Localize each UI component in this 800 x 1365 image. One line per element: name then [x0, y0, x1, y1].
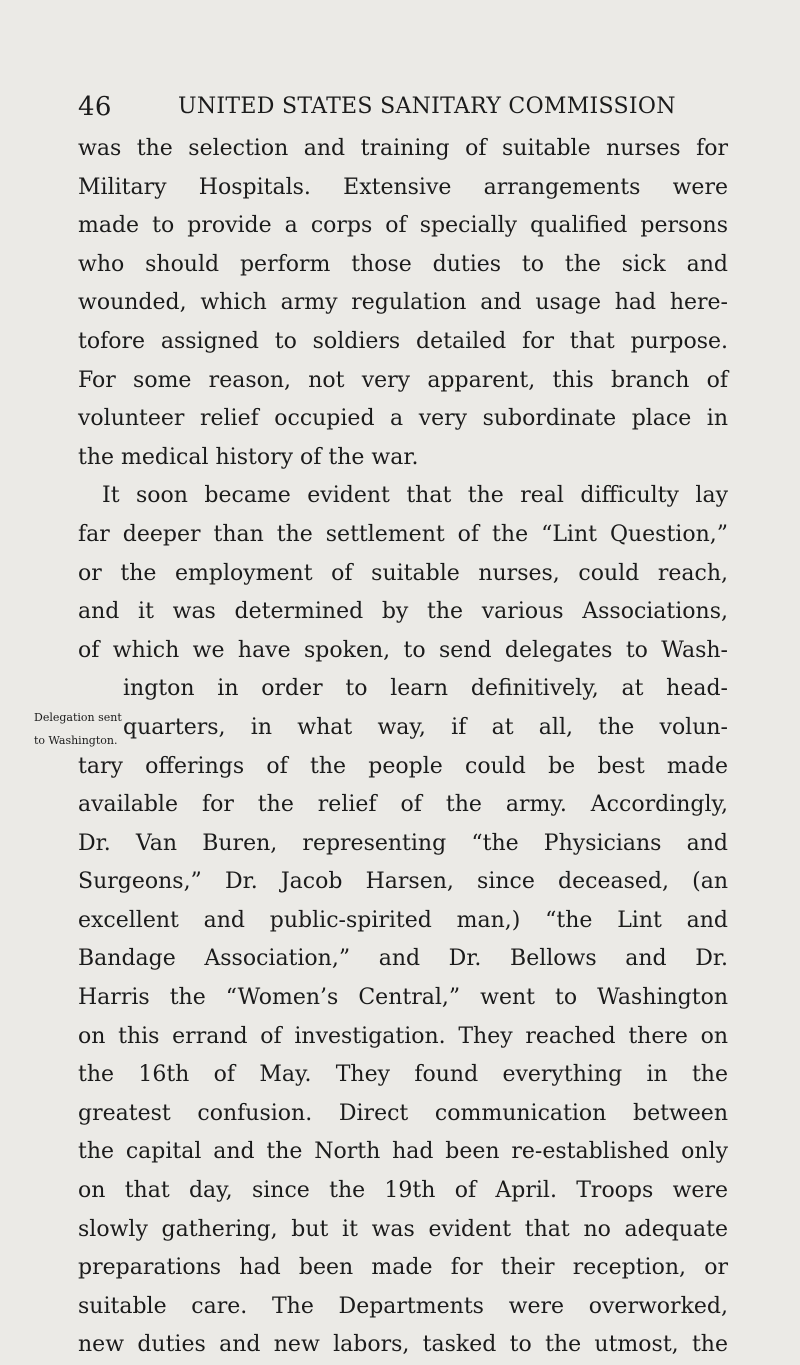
text-line: volunteer relief occupied a very subordinate place in	[78, 406, 728, 432]
text-line: was the selection and training of suitable nurses for	[78, 136, 728, 161]
text-line: ington in order to learn definitively, at head-	[123, 676, 728, 702]
text-line: the medical history of the war.	[78, 444, 419, 470]
text-line: on this errand of investigation. They reached there on	[78, 1023, 728, 1049]
text-line: Harris the “Women’s Central,” went to Washington	[78, 985, 728, 1011]
text-line: Military Hospitals. Extensive arrangements were	[78, 174, 728, 200]
text-line: preparations had been made for their reception, or	[78, 1255, 728, 1281]
page-number: 46	[78, 92, 112, 122]
text-line: of which we have spoken, to send delegates to Wash-	[78, 637, 728, 663]
text-line: Surgeons,” Dr. Jacob Harsen, since deceased, (an	[78, 869, 728, 895]
page-header	[78, 92, 724, 122]
margin-note-line: Delegation sent	[34, 711, 122, 724]
text-line: greatest confusion. Direct communication between	[78, 1100, 728, 1126]
text-line: the capital and the North had been re-established only	[78, 1139, 728, 1165]
running-head: UNITED STATES SANITARY COMMISSION	[178, 94, 676, 119]
text-line: wounded, which army regulation and usage had here-	[78, 290, 728, 316]
text-line: the 16th of May. They found everything in the	[78, 1062, 728, 1088]
text-line: and it was determined by the various Associations,	[78, 599, 728, 625]
text-line: quarters, in what way, if at all, the volun-	[123, 714, 728, 740]
text-line: made to provide a corps of specially qualified persons	[78, 213, 728, 239]
text-line: on that day, since the 19th of April. Troops were	[78, 1178, 728, 1204]
text-line: slowly gathering, but it was evident that no adequate	[78, 1216, 728, 1242]
margin-note-line: to Washington.	[34, 734, 118, 747]
text-line: new duties and new labors, tasked to the utmost, the	[78, 1332, 728, 1358]
text-line: Dr. Van Buren, representing “the Physicians and	[78, 830, 728, 856]
text-line: far deeper than the settlement of the “Lint Question,”	[78, 521, 728, 547]
text-line: For some reason, not very apparent, this branch of	[78, 367, 728, 393]
text-line: or the employment of suitable nurses, could reach,	[78, 560, 728, 586]
text-line: suitable care. The Departments were overworked,	[78, 1293, 728, 1319]
text-line: tary offerings of the people could be best made	[78, 753, 728, 779]
text-line: excellent and public-spirited man,) “the Lint and	[78, 907, 728, 933]
text-line: available for the relief of the army. Accordingly,	[78, 792, 728, 818]
text-line: It soon became evident that the real difficulty lay	[102, 483, 728, 509]
text-line: tofore assigned to soldiers detailed for that purpose.	[78, 328, 728, 354]
body-text	[78, 130, 728, 1365]
text-line: Bandage Association,” and Dr. Bellows and Dr.	[78, 946, 728, 972]
text-line: who should perform those duties to the sick and	[78, 251, 728, 277]
